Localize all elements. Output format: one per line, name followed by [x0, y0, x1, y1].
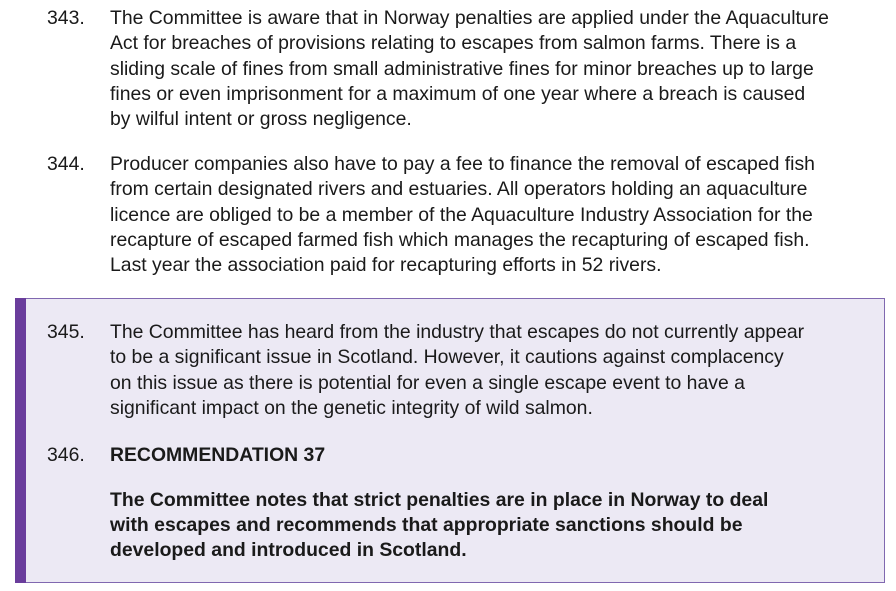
- paragraph-number: 345.: [47, 321, 85, 343]
- text-line: recapture of escaped farmed fish which manages the recapturing of escaped fish.: [110, 228, 810, 251]
- paragraph-number: 346.: [47, 444, 85, 466]
- paragraph-text: [110, 152, 880, 278]
- recommendation-accent-bar: [15, 298, 26, 583]
- text-line: fines or even imprisonment for a maximum of one year where a breach is caused: [110, 82, 806, 105]
- text-line: Last year the association paid for recapturing efforts in 52 rivers.: [110, 254, 662, 277]
- paragraph-number: 344.: [47, 153, 85, 175]
- text-line: to be a significant issue in Scotland. However, it cautions against complacency: [110, 346, 784, 369]
- text-line: Act for breaches of provisions relating to escapes from salmon farms. There is a: [110, 32, 797, 55]
- recommendation-line: with escapes and recommends that appropriate sanctions should be: [110, 514, 743, 537]
- paragraph-text: [110, 320, 880, 421]
- text-line: by wilful intent or gross negligence.: [110, 108, 412, 131]
- text-line: significant impact on the genetic integrity of wild salmon.: [110, 396, 593, 419]
- text-line: licence are obliged to be a member of the Aquaculture Industry Association for the: [110, 203, 813, 226]
- paragraph-text: [110, 6, 880, 132]
- recommendation-line: developed and introduced in Scotland.: [110, 539, 467, 562]
- paragraph-text: [110, 443, 880, 564]
- recommendation-line: The Committee notes that strict penalties are in place in Norway to deal: [110, 488, 769, 511]
- text-line: on this issue as there is potential for even a single escape event to have a: [110, 371, 745, 394]
- text-line: sliding scale of fines from small administrative fines for minor breaches up to large: [110, 57, 814, 80]
- text-line: The Committee has heard from the industry that escapes do not currently appear: [110, 321, 805, 343]
- spacer: [110, 468, 880, 488]
- text-line: The Committee is aware that in Norway penalties are applied under the Aquaculture: [110, 7, 829, 29]
- recommendation-heading: RECOMMENDATION 37: [110, 444, 326, 466]
- paragraph-number: 343.: [47, 7, 85, 29]
- text-line: from certain designated rivers and estuaries. All operators holding an aquaculture: [110, 178, 808, 201]
- text-line: Producer companies also have to pay a fee to finance the removal of escaped fish: [110, 153, 815, 175]
